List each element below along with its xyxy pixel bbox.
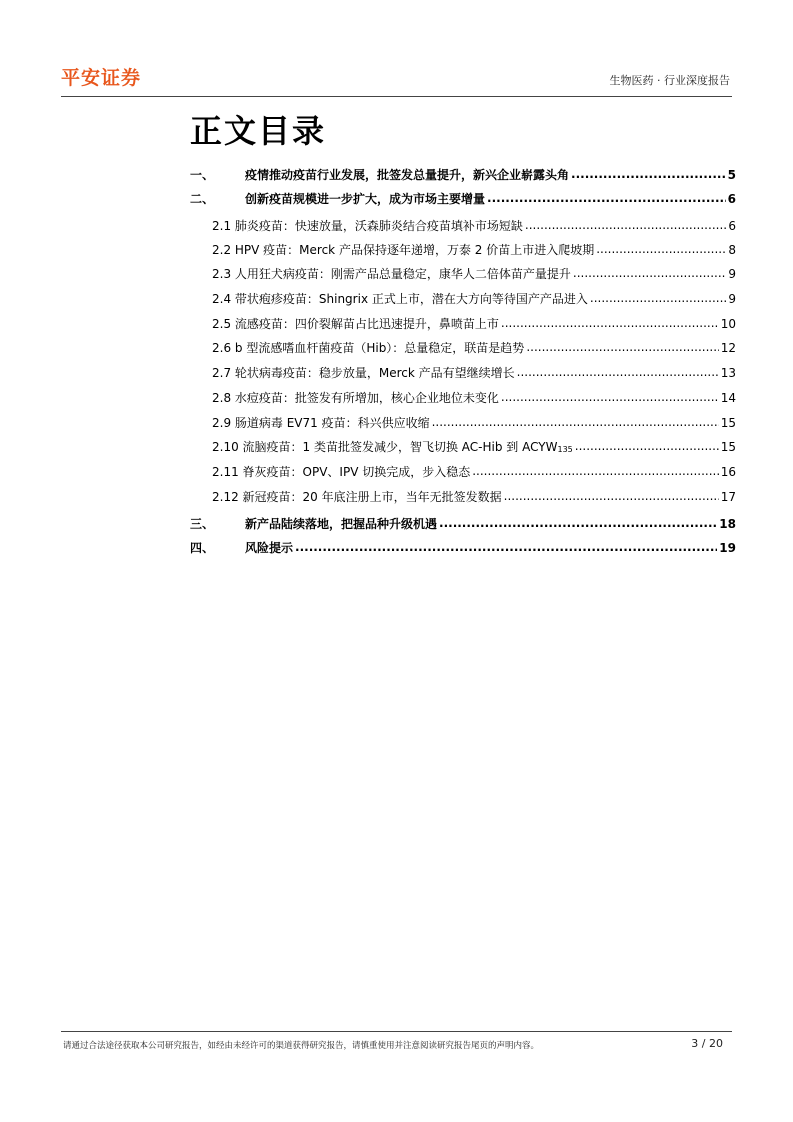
toc-entry-title-text: 2.8 水痘疫苗：批签发有所增加，核心企业地位未变化 (212, 391, 499, 405)
toc-entry-title-text: 2.1 肺炎疫苗：快速放量，沃森肺炎结合疫苗填补市场短缺 (212, 219, 523, 233)
toc-entry-title-text: 2.12 新冠疫苗：20 年底注册上市，当年无批签发数据 (212, 490, 502, 504)
toc-entry-subsection[interactable] (212, 315, 736, 339)
toc-leader-dots (295, 540, 717, 552)
toc-entry-title-text: 疫情推动疫苗行业发展，批签发总量提升，新兴企业崭露头角 (245, 168, 570, 182)
toc-entry-title (245, 515, 437, 532)
toc-entry-page: 5 (727, 168, 736, 182)
toc-entry-page: 19 (719, 541, 736, 555)
toc-entry-subsection[interactable] (212, 217, 736, 241)
toc-entry-title (245, 166, 569, 183)
toc-entry-number: 二、 (190, 192, 215, 206)
toc-entry-subsection[interactable] (212, 463, 736, 487)
toc-entry-page: 18 (719, 517, 736, 531)
toc-entry-subsection[interactable] (212, 438, 736, 462)
toc-entry-title-text: 2.6 b 型流感嗜血杆菌疫苗（Hib）：总量稳定，联苗是趋势 (212, 341, 525, 355)
toc-entry-title-text: 风险提示 (245, 541, 294, 555)
toc-leader-dots (526, 340, 718, 352)
toc-entry-page: 10 (720, 317, 736, 331)
toc-entry-subsection[interactable] (212, 290, 736, 314)
toc-entry-title-text: 2.10 流脑疫苗：1 类苗批签发减少，智飞切换 AC-Hib 到 ACYW (212, 440, 558, 454)
brand-logo: 平安证券 (61, 67, 142, 89)
toc-entry-title (212, 315, 499, 332)
toc-entry-subsection[interactable] (212, 414, 736, 438)
toc-entry-title-text: 创新疫苗规模进一步扩大，成为市场主要增量 (245, 192, 486, 206)
toc-entry-title (212, 217, 523, 234)
toc-entry-number: 一、 (190, 168, 215, 182)
toc-leader-dots (525, 218, 726, 230)
toc-entry-page: 6 (728, 219, 736, 233)
toc-entry-title-text: 2.2 HPV 疫苗：Merck 产品保持逐年递增，万泰 2 价苗上市进入爬坡期 (212, 243, 595, 257)
page-title: 正文目录 (190, 112, 327, 150)
toc-entry-subscript: 135 (557, 445, 573, 454)
toc-entry-page: 17 (720, 490, 736, 504)
toc-entry-title (212, 241, 594, 258)
toc-leader-dots (432, 415, 719, 427)
toc-entry-title-text: 2.9 肠道病毒 EV71 疫苗：科兴供应收缩 (212, 416, 430, 430)
toc-entry-title (212, 389, 499, 406)
toc-entry-title-text: 2.5 流感疫苗：四价裂解苗占比迅速提升，鼻喷苗上市 (212, 317, 499, 331)
header-divider (61, 96, 732, 97)
toc-entry-section[interactable] (190, 539, 736, 563)
toc-entry-title (212, 265, 571, 282)
toc-leader-dots (573, 266, 726, 278)
toc-entry-title (245, 539, 293, 556)
toc-entry-title (245, 190, 485, 207)
toc-entry-page: 8 (728, 243, 736, 257)
toc-entry-number: 四、 (190, 541, 215, 555)
toc-entry-section[interactable] (190, 190, 736, 214)
toc-entry-title (212, 438, 573, 455)
toc-entry-title (212, 364, 515, 381)
toc-entry-section[interactable] (190, 515, 736, 539)
toc-leader-dots (517, 365, 719, 377)
toc-entry-page: 14 (720, 391, 736, 405)
toc-entry-page: 9 (728, 267, 736, 281)
toc-entry-page: 6 (727, 192, 736, 206)
footer-disclaimer: 请通过合法途径获取本公司研究报告，如经由未经许可的渠道获得研究报告，请慎重使用并注意阅读研究报告尾页的声明内容。 (63, 1041, 540, 1051)
toc-entry-page: 16 (720, 465, 736, 479)
report-category: 生物医药 · 行业深度报告 (609, 74, 730, 87)
toc-entry-title (212, 414, 430, 431)
toc-leader-dots (596, 242, 726, 254)
toc-entry-title-text: 2.3 人用狂犬病疫苗：刚需产品总量稳定，康华人二倍体苗产量提升 (212, 267, 571, 281)
toc-entry-title (212, 339, 524, 356)
toc-entry-number: 三、 (190, 517, 215, 531)
toc-entry-subsection[interactable] (212, 389, 736, 413)
toc-leader-dots (487, 191, 726, 203)
toc-entry-subsection[interactable] (212, 339, 736, 363)
toc-entry-title (212, 488, 502, 505)
toc-entry-title (212, 290, 588, 307)
toc-entry-title-text: 2.7 轮状病毒疫苗：稳步放量，Merck 产品有望继续增长 (212, 366, 515, 380)
page-number: 3 / 20 (691, 1037, 723, 1050)
toc-entry-page: 13 (720, 366, 736, 380)
toc-entry-subsection[interactable] (212, 488, 736, 512)
toc-entry-subsection[interactable] (212, 241, 736, 265)
toc-leader-dots (590, 291, 726, 303)
toc-leader-dots (472, 464, 718, 476)
toc-leader-dots (439, 516, 717, 528)
toc-entry-page: 12 (720, 341, 736, 355)
toc-entry-subsection[interactable] (212, 265, 736, 289)
toc-entry-subsection[interactable] (212, 364, 736, 388)
toc-entry-page: 15 (720, 440, 736, 454)
toc-entry-title-text: 新产品陆续落地，把握品种升级机遇 (245, 517, 438, 531)
toc-leader-dots (571, 167, 726, 179)
toc-entry-title (212, 463, 470, 480)
toc-entry-page: 9 (728, 292, 736, 306)
toc-leader-dots (501, 316, 719, 328)
toc-leader-dots (501, 390, 719, 402)
toc-entry-title-text: 2.11 脊灰疫苗：OPV、IPV 切换完成，步入稳态 (212, 465, 471, 479)
toc-entry-page: 15 (720, 416, 736, 430)
footer-divider (61, 1031, 732, 1032)
toc-entry-section[interactable] (190, 166, 736, 190)
toc-entry-title-text: 2.4 带状疱疹疫苗：Shingrix 正式上市，潜在大方向等待国产产品进入 (212, 292, 588, 306)
toc-leader-dots (504, 489, 719, 501)
toc-leader-dots (575, 439, 719, 451)
